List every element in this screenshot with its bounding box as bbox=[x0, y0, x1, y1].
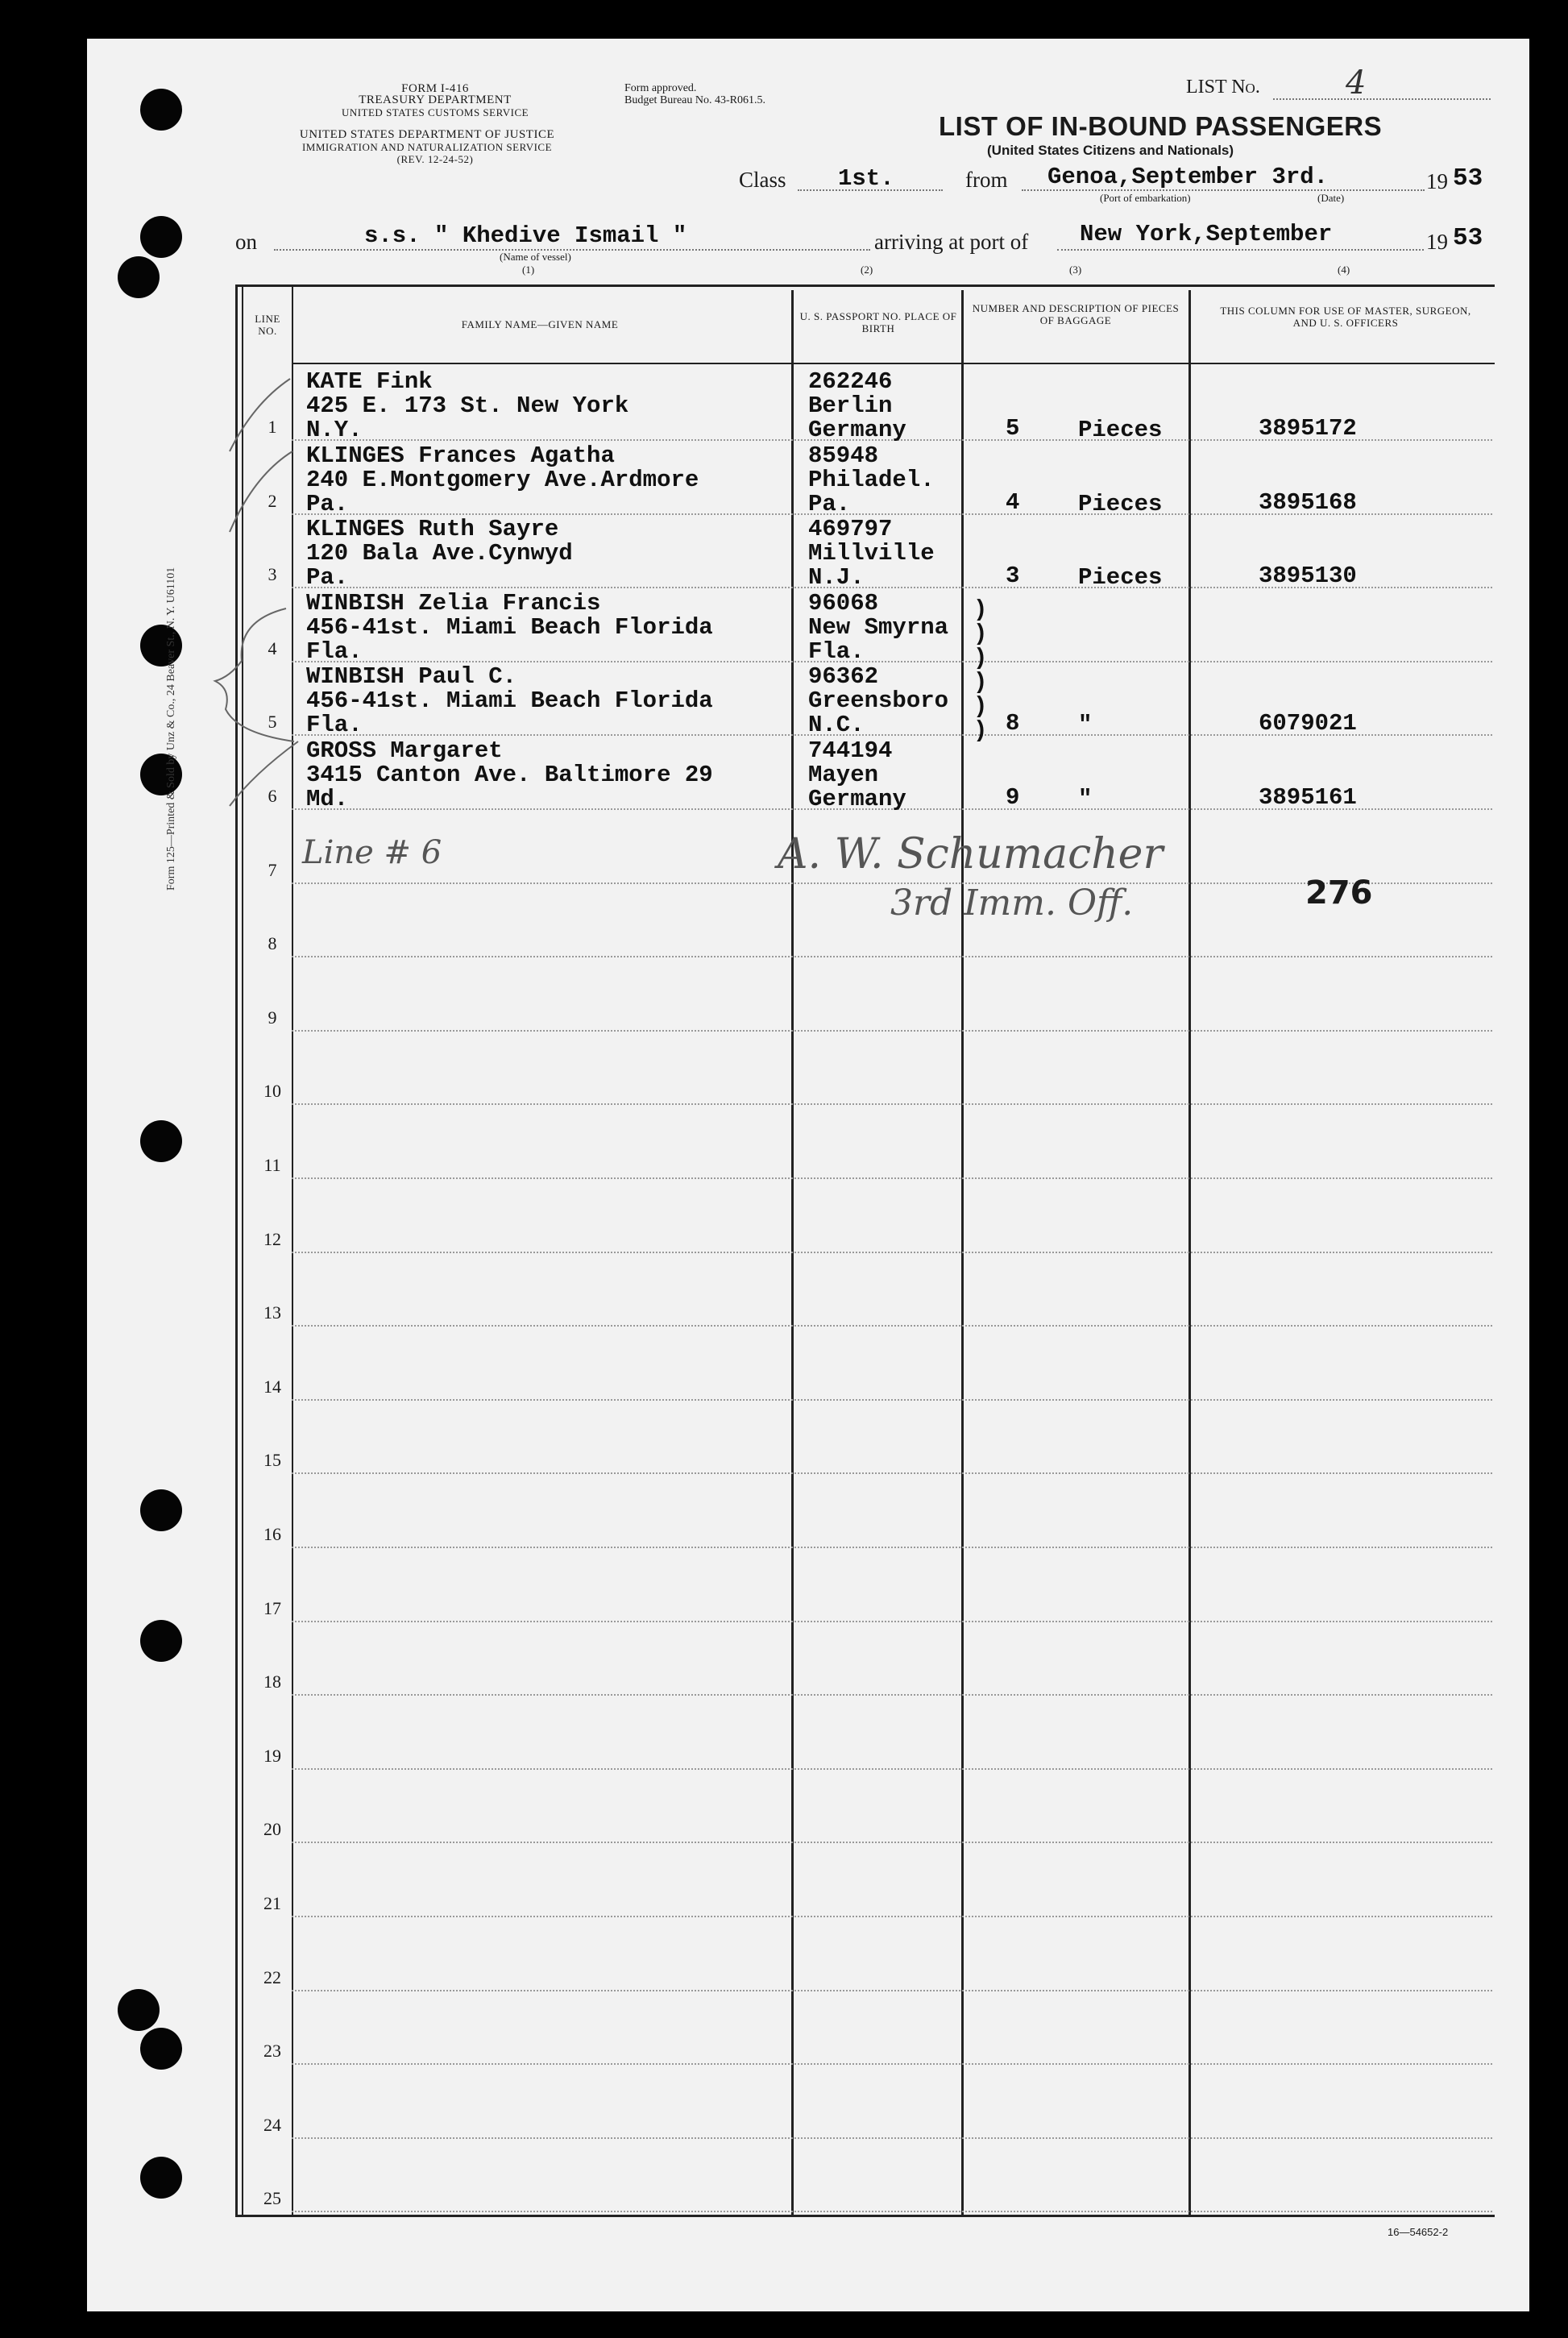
baggage-description: Pieces bbox=[1078, 564, 1163, 591]
arrival-dots bbox=[1057, 249, 1424, 251]
port-of-arrival: New York,September bbox=[1080, 221, 1333, 247]
officer-number: 6079021 bbox=[1259, 710, 1357, 737]
birth-region: N.C. bbox=[808, 712, 865, 738]
form-approved: Form approved. bbox=[624, 82, 697, 94]
baggage-description: " bbox=[1078, 786, 1093, 812]
passenger-address: 456-41st. Miami Beach Florida bbox=[306, 687, 713, 714]
line-number: 3 bbox=[268, 564, 277, 584]
col-header-line-no: LINE NO. bbox=[255, 313, 280, 337]
year-2: 53 bbox=[1453, 224, 1483, 252]
row-rule bbox=[292, 1621, 1492, 1622]
passenger-address: 456-41st. Miami Beach Florida bbox=[306, 614, 713, 641]
line-number: 2 bbox=[268, 491, 277, 511]
line-number: 4 bbox=[268, 638, 277, 658]
line-number: 15 bbox=[263, 1450, 281, 1470]
birth-place: Berlin bbox=[808, 392, 893, 419]
birth-place: Greensboro bbox=[808, 687, 949, 714]
year-1: 53 bbox=[1453, 164, 1483, 193]
officer-signature: A. W. Schumacher bbox=[778, 830, 1164, 878]
row-rule bbox=[292, 1399, 1492, 1401]
budget-bureau: Budget Bureau No. 43-R061.5. bbox=[624, 94, 765, 106]
grouping-bracket: ) bbox=[973, 717, 988, 744]
passenger-address: 425 E. 173 St. New York bbox=[306, 392, 629, 419]
line-number: 14 bbox=[263, 1377, 281, 1397]
passenger-state: N.Y. bbox=[306, 417, 363, 443]
grouping-bracket: ) bbox=[973, 596, 988, 623]
officer-title: 3rd Imm. Off. bbox=[890, 882, 1134, 924]
line-number: 9 bbox=[268, 1007, 277, 1028]
on-label: on bbox=[235, 230, 257, 254]
passport-number: 469797 bbox=[808, 516, 893, 542]
punch-hole bbox=[140, 1120, 182, 1162]
justice-dept: UNITED STATES DEPARTMENT OF JUSTICE bbox=[299, 128, 555, 141]
stamp-number: 276 bbox=[1305, 874, 1373, 912]
punch-hole bbox=[140, 2028, 182, 2070]
vessel-caption: (Name of vessel) bbox=[500, 251, 571, 263]
birth-place: Mayen bbox=[808, 762, 879, 788]
officer-number: 3895168 bbox=[1259, 489, 1357, 516]
page-title: LIST OF IN-BOUND PASSENGERS bbox=[939, 111, 1383, 141]
baggage-description: Pieces bbox=[1078, 417, 1163, 443]
caption-1: (1) bbox=[522, 264, 535, 276]
row-rule bbox=[292, 661, 1492, 662]
passenger-name: KLINGES Frances Agatha bbox=[306, 442, 615, 469]
revision: (REV. 12-24-52) bbox=[396, 153, 474, 165]
date-caption: (Date) bbox=[1317, 192, 1345, 204]
year-prefix-2: 19 bbox=[1426, 230, 1448, 254]
year-prefix-1: 19 bbox=[1426, 169, 1448, 193]
punch-hole bbox=[140, 1620, 182, 1662]
line-number: 20 bbox=[263, 1819, 281, 1839]
birth-region: N.J. bbox=[808, 564, 865, 591]
row-rule bbox=[292, 1694, 1492, 1696]
row-rule bbox=[292, 1547, 1492, 1548]
table-header-rule bbox=[292, 363, 1495, 364]
punch-hole bbox=[140, 89, 182, 131]
table-top-border bbox=[235, 284, 1495, 287]
baggage-description: Pieces bbox=[1078, 491, 1163, 517]
passenger-name: WINBISH Zelia Francis bbox=[306, 590, 601, 617]
line-number: 23 bbox=[263, 2041, 281, 2061]
passport-number: 262246 bbox=[808, 368, 893, 395]
baggage-count: 4 bbox=[1006, 489, 1020, 516]
line-number: 21 bbox=[263, 1893, 281, 1913]
list-no-dots bbox=[1273, 98, 1491, 100]
passenger-address: 3415 Canton Ave. Baltimore 29 bbox=[306, 762, 713, 788]
port-of-embarkation: Genoa,September 3rd. bbox=[1047, 164, 1329, 190]
row-rule bbox=[292, 956, 1492, 957]
col-header-passport: U. S. PASSPORT NO. PLACE OF BIRTH bbox=[799, 310, 957, 334]
punch-hole bbox=[140, 216, 182, 258]
port-caption: (Port of embarkation) bbox=[1100, 192, 1191, 204]
grouping-bracket: ) bbox=[973, 645, 988, 671]
birth-place: New Smyrna bbox=[808, 614, 949, 641]
line-number: 16 bbox=[263, 1524, 281, 1544]
line-number: 17 bbox=[263, 1598, 281, 1618]
class-value: 1st. bbox=[838, 165, 894, 192]
treasury-dept: TREASURY DEPARTMENT bbox=[359, 93, 512, 106]
birth-place: Millville bbox=[808, 540, 935, 567]
birth-region: Germany bbox=[808, 786, 906, 812]
vessel-name: s.s. " Khedive Ismail " bbox=[364, 222, 687, 249]
line-number: 10 bbox=[263, 1081, 281, 1101]
row-rule bbox=[292, 1990, 1492, 1991]
row-rule bbox=[292, 1916, 1492, 1917]
col-header-baggage: NUMBER AND DESCRIPTION OF PIECES OF BAGGAGE bbox=[972, 302, 1180, 326]
line-number: 25 bbox=[263, 2188, 281, 2208]
grouping-bracket: ) bbox=[973, 621, 988, 647]
baggage-description: " bbox=[1078, 712, 1093, 738]
line-number: 1 bbox=[268, 417, 277, 437]
vessel-dots bbox=[274, 249, 870, 251]
grouping-bracket: ) bbox=[973, 669, 988, 696]
class-label: Class bbox=[739, 168, 786, 192]
col-divider-4 bbox=[1188, 290, 1191, 2217]
row-rule bbox=[292, 1842, 1492, 1843]
passenger-state: Fla. bbox=[306, 638, 363, 665]
passenger-state: Md. bbox=[306, 786, 349, 812]
line-number: 13 bbox=[263, 1302, 281, 1323]
passenger-address: 120 Bala Ave.Cynwyd bbox=[306, 540, 573, 567]
passenger-state: Pa. bbox=[306, 564, 349, 591]
list-no-label: LIST No. bbox=[1186, 77, 1260, 98]
punch-hole bbox=[140, 1489, 182, 1531]
birth-region: Pa. bbox=[808, 491, 851, 517]
baggage-count: 9 bbox=[1006, 784, 1020, 811]
ins-service: IMMIGRATION AND NATURALIZATION SERVICE bbox=[301, 141, 553, 153]
list-no-value: 4 bbox=[1346, 64, 1367, 102]
line-number: 11 bbox=[263, 1155, 281, 1175]
customs-service: UNITED STATES CUSTOMS SERVICE bbox=[341, 106, 529, 118]
passenger-name: GROSS Margaret bbox=[306, 737, 503, 764]
passenger-state: Pa. bbox=[306, 491, 349, 517]
row-rule bbox=[292, 2063, 1492, 2065]
row-rule bbox=[292, 1472, 1492, 1474]
caption-3: (3) bbox=[1069, 264, 1082, 276]
line-number: 5 bbox=[268, 712, 277, 732]
row-rule bbox=[292, 1030, 1492, 1032]
line-number: 18 bbox=[263, 1671, 281, 1692]
passport-number: 96068 bbox=[808, 590, 879, 617]
handwritten-line-note: Line # 6 bbox=[302, 834, 442, 871]
row-rule bbox=[292, 2211, 1492, 2212]
birth-region: Germany bbox=[808, 417, 906, 443]
passport-number: 85948 bbox=[808, 442, 879, 469]
row-rule bbox=[292, 1768, 1492, 1770]
officer-number: 3895161 bbox=[1259, 784, 1357, 811]
baggage-count: 8 bbox=[1006, 710, 1020, 737]
col-divider-2 bbox=[791, 290, 794, 2217]
baggage-count: 5 bbox=[1006, 415, 1020, 442]
row-rule bbox=[292, 1252, 1492, 1253]
bracket-mark bbox=[205, 355, 318, 822]
grouping-bracket: ) bbox=[973, 693, 988, 720]
passenger-state: Fla. bbox=[306, 712, 363, 738]
birth-region: Fla. bbox=[808, 638, 865, 665]
row-rule bbox=[292, 2137, 1492, 2139]
baggage-count: 3 bbox=[1006, 563, 1020, 589]
arriving-label: arriving at port of bbox=[874, 230, 1029, 254]
line-number: 24 bbox=[263, 2115, 281, 2135]
form-number: FORM I-416 bbox=[401, 82, 469, 95]
row-rule bbox=[292, 1103, 1492, 1105]
line-number: 12 bbox=[263, 1229, 281, 1249]
col-divider-3 bbox=[961, 290, 964, 2217]
printer-imprint: Form 125—Printed & Sold by Unz & Co., 24 Beaver St., N. Y. U61101 bbox=[165, 567, 177, 891]
passport-number: 744194 bbox=[808, 737, 893, 764]
line-number: 8 bbox=[268, 933, 277, 953]
birth-place: Philadel. bbox=[808, 467, 935, 493]
passport-number: 96362 bbox=[808, 663, 879, 690]
passenger-address: 240 E.Montgomery Ave.Ardmore bbox=[306, 467, 699, 493]
officer-number: 3895130 bbox=[1259, 563, 1357, 589]
row-rule bbox=[292, 1177, 1492, 1179]
officer-number: 3895172 bbox=[1259, 415, 1357, 442]
from-label: from bbox=[965, 168, 1008, 192]
page-subtitle: (United States Citizens and Nationals) bbox=[987, 143, 1234, 158]
line-number: 6 bbox=[268, 786, 277, 806]
caption-4: (4) bbox=[1338, 264, 1350, 276]
punch-hole bbox=[140, 2157, 182, 2199]
footer-code: 16—54652-2 bbox=[1388, 2226, 1449, 2238]
line-number: 22 bbox=[263, 1967, 281, 1987]
passenger-name: KATE Fink bbox=[306, 368, 433, 395]
punch-hole bbox=[118, 1989, 160, 2031]
passenger-name: WINBISH Paul C. bbox=[306, 663, 517, 690]
table-bottom-border bbox=[235, 2215, 1495, 2217]
line-number: 19 bbox=[263, 1746, 281, 1766]
line-number: 7 bbox=[268, 860, 277, 880]
caption-2: (2) bbox=[861, 264, 873, 276]
passenger-name: KLINGES Ruth Sayre bbox=[306, 516, 559, 542]
col-header-name: FAMILY NAME—GIVEN NAME bbox=[461, 318, 619, 330]
row-rule bbox=[292, 1325, 1492, 1327]
col-header-officers: THIS COLUMN FOR USE OF MASTER, SURGEON, AND U. S. OFFICERS bbox=[1220, 305, 1471, 329]
punch-hole bbox=[118, 256, 160, 298]
